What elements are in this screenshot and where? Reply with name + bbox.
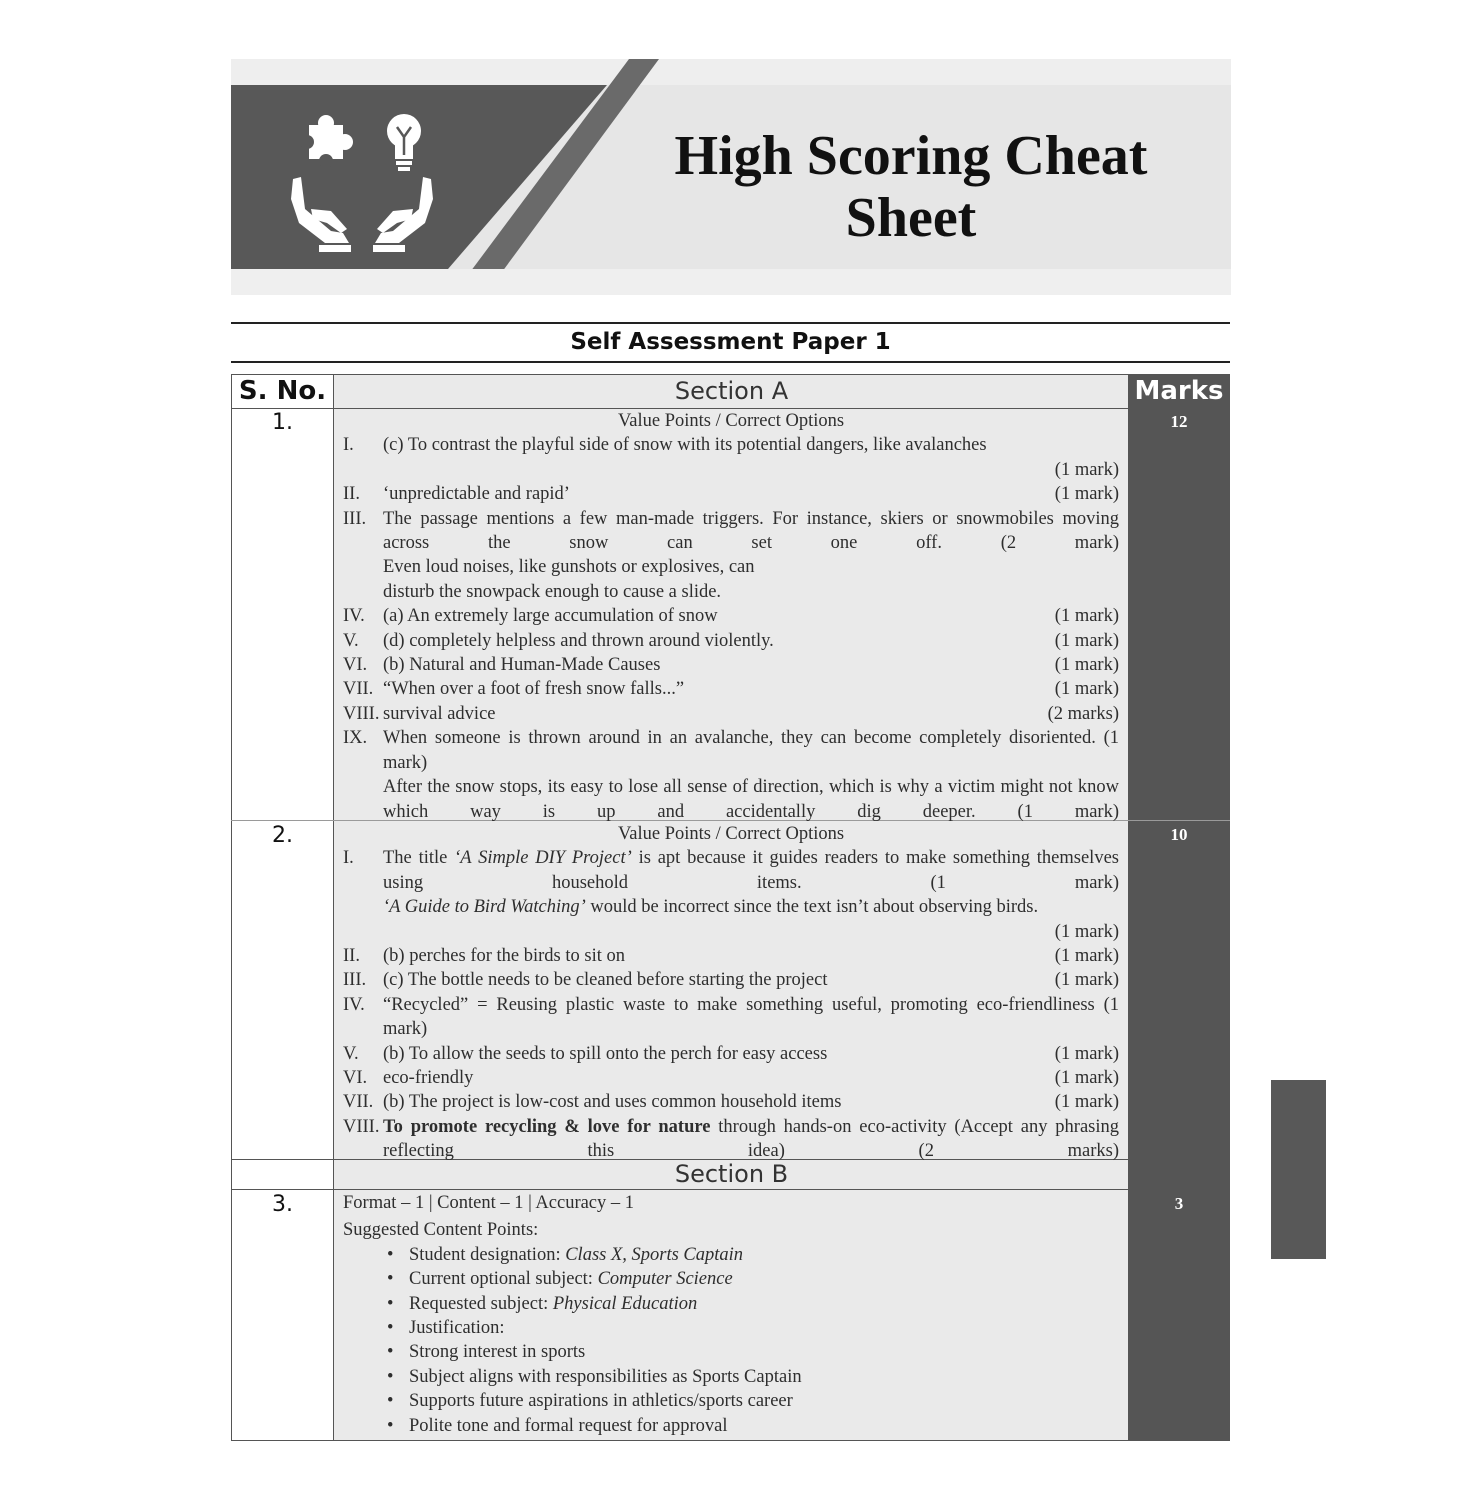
q1-item-8 xyxy=(343,702,1119,726)
q1-item-1 xyxy=(343,433,1119,482)
item-mark: (1 mark) xyxy=(1054,1043,1119,1064)
side-thumb-tab xyxy=(1271,1080,1326,1259)
item-mark: (2 mark) xyxy=(1000,533,1119,554)
q2-item-1 xyxy=(343,846,1119,944)
q2-item-8 xyxy=(343,1115,1119,1164)
q2-answers xyxy=(343,822,1119,1164)
item-text: “Recycled” = Reusing plastic waste to make something useful, promoting eco-friendliness xyxy=(383,994,1095,1015)
item-mark: (1 mark) xyxy=(383,994,1120,1040)
q2-total-marks: 10 xyxy=(1170,825,1188,844)
item-text: (a) An extremely large accumulation of snow xyxy=(383,606,718,627)
q2-item-5 xyxy=(343,1042,1119,1066)
item-mark: (1 mark) xyxy=(1054,970,1119,991)
q2-number: 2. xyxy=(272,823,293,848)
puzzle-piece-icon xyxy=(300,115,353,168)
item-number: VII. xyxy=(343,679,374,700)
item-subtext: Even loud noises, like gunshots or explosives, can xyxy=(383,557,755,578)
header-banner xyxy=(231,59,1231,295)
item-mark: (1 mark) xyxy=(1054,630,1119,651)
item-title: ‘A Guide to Bird Watching’ xyxy=(383,897,586,918)
item-text: ‘unpredictable and rapid’ xyxy=(383,484,570,505)
q3-answers xyxy=(343,1191,1119,1438)
banner-icons xyxy=(231,59,531,295)
item-title: ‘A Simple DIY Project’ xyxy=(454,848,632,869)
header-section-a: Section A xyxy=(674,377,789,405)
item-text: The title xyxy=(383,848,455,869)
list-item: • Supports future aspirations in athletics/sports career xyxy=(383,1389,1119,1413)
item-mark: (1 mark) xyxy=(1054,1092,1119,1113)
list-item: • Student designation: Class X, Sports Captain xyxy=(383,1243,1119,1267)
item-number: II. xyxy=(343,484,360,505)
q1-item-9 xyxy=(343,726,1119,824)
q1-item-4 xyxy=(343,604,1119,628)
q3-number: 3. xyxy=(272,1192,293,1217)
header-sno: S. No. xyxy=(238,376,327,406)
item-text: survival advice xyxy=(383,703,496,724)
q1-item-3 xyxy=(343,507,1119,605)
item-text: eco-friendly xyxy=(383,1068,474,1089)
item-number: VI. xyxy=(343,655,368,676)
q1-item-7 xyxy=(343,677,1119,701)
list-item: • Subject aligns with responsibilities as Sports Captain xyxy=(383,1365,1119,1389)
q1-total-marks: 12 xyxy=(1170,412,1188,431)
q1-item-2 xyxy=(343,482,1119,506)
banner-title xyxy=(611,125,1211,249)
q3-format-line: Format – 1 | Content – 1 | Accuracy – 1 xyxy=(343,1193,635,1213)
item-text: (b) The project is low-cost and uses common household items xyxy=(383,1092,842,1113)
item-text: (b) To allow the seeds to spill onto the perch for easy access xyxy=(383,1043,828,1064)
item-mark: (1 mark) xyxy=(1054,921,1119,942)
item-text: is apt because it guides readers to make something themselves using household items. xyxy=(383,848,1119,893)
item-text: (c) To contrast the playful side of snow with its potential dangers, like avalanches xyxy=(383,435,987,456)
item-number: VIII. xyxy=(343,1116,380,1137)
item-text: through hands-on eco-activity (Accept any phrasing reflecting this idea) xyxy=(383,1116,1120,1162)
q1-answers xyxy=(343,409,1119,824)
item-number: I. xyxy=(343,435,354,456)
item-number: II. xyxy=(343,946,360,967)
list-item: • Polite tone and formal request for approval xyxy=(383,1414,1119,1438)
header-section-b: Section B xyxy=(674,1160,789,1188)
item-text: would be incorrect since the text isn’t about observing birds. xyxy=(585,897,1039,918)
left-hand-icon xyxy=(291,177,351,252)
q3-content-points xyxy=(383,1243,1119,1438)
item-mark: (1 mark) xyxy=(1054,606,1119,627)
sno-column xyxy=(231,374,334,1441)
item-number: IX. xyxy=(343,728,368,749)
section-b-divider-bottom xyxy=(231,1189,1230,1190)
answer-table xyxy=(231,374,1230,1441)
item-number: I. xyxy=(343,848,354,869)
item-key-phrase: To promote recycling & love for nature xyxy=(383,1116,711,1137)
list-item: • Current optional subject: Computer Science xyxy=(383,1267,1119,1291)
q2-item-4 xyxy=(343,993,1119,1042)
item-mark: (1 mark) xyxy=(1017,801,1119,822)
title-rule-top xyxy=(231,322,1230,324)
item-mark: (2 marks) xyxy=(918,1141,1119,1162)
title-rule-bottom xyxy=(231,361,1230,363)
item-text: The passage mentions a few man-made triggers. For instance, skiers or snowmobiles moving across the snow can set one off. xyxy=(383,508,1119,554)
item-mark: (1 mark) xyxy=(1054,484,1119,505)
banner-title-line1: High Scoring Cheat xyxy=(674,125,1148,187)
banner-title-line2: Sheet xyxy=(845,187,977,249)
item-text: (d) completely helpless and thrown around violently. xyxy=(383,630,774,651)
item-text: (b) Natural and Human-Made Causes xyxy=(383,655,661,676)
item-number: VI. xyxy=(343,1068,368,1089)
item-number: VII. xyxy=(343,1092,374,1113)
item-text: (c) The bottle needs to be cleaned before starting the project xyxy=(383,970,828,991)
q2-item-2 xyxy=(343,944,1119,968)
item-mark: (1 mark) xyxy=(930,872,1119,893)
item-text: When someone is thrown around in an avalanche, they can become completely disoriented. xyxy=(383,728,1096,749)
item-mark: (1 mark) xyxy=(383,728,1120,773)
item-text: (b) perches for the birds to sit on xyxy=(383,946,625,967)
item-text: “When over a foot of fresh snow falls...” xyxy=(383,679,685,700)
item-mark: (1 mark) xyxy=(1054,679,1119,700)
q3-suggested-heading: Suggested Content Points: xyxy=(343,1220,539,1241)
paper-title: Self Assessment Paper 1 xyxy=(570,329,891,355)
item-mark: (1 mark) xyxy=(1054,459,1119,480)
q2-item-7 xyxy=(343,1090,1119,1114)
item-number: IV. xyxy=(343,606,365,627)
q2-item-6 xyxy=(343,1066,1119,1090)
q1-heading: Value Points / Correct Options xyxy=(617,411,845,431)
marks-column xyxy=(1128,374,1230,1441)
q2-heading: Value Points / Correct Options xyxy=(617,824,845,844)
list-item: • Strong interest in sports xyxy=(383,1340,1119,1364)
q1-number: 1. xyxy=(272,410,293,435)
item-text: After the snow stops, its easy to lose all sense of direction, which is why a victim might not know which way is up and accidentally dig deeper. xyxy=(383,777,1119,822)
item-mark: (1 mark) xyxy=(1054,1068,1119,1089)
item-number: IV. xyxy=(343,994,365,1015)
list-item: • Justification: xyxy=(383,1316,1119,1340)
header-marks: Marks xyxy=(1134,376,1224,406)
q1-item-6 xyxy=(343,653,1119,677)
item-subtext: disturb the snowpack enough to cause a slide. xyxy=(383,581,722,602)
item-number: III. xyxy=(343,508,367,529)
q1-item-5 xyxy=(343,629,1119,653)
item-number: V. xyxy=(343,630,359,651)
right-hand-icon xyxy=(373,177,433,252)
item-mark: (2 marks) xyxy=(1047,703,1119,724)
light-bulb-icon xyxy=(387,114,421,171)
list-item: • Requested subject: Physical Education xyxy=(383,1292,1119,1316)
q3-total-marks: 3 xyxy=(1174,1194,1184,1213)
item-number: VIII. xyxy=(343,703,380,724)
item-number: V. xyxy=(343,1043,359,1064)
q2-item-3 xyxy=(343,968,1119,992)
item-number: III. xyxy=(343,970,367,991)
item-mark: (1 mark) xyxy=(1054,946,1119,967)
item-mark: (1 mark) xyxy=(1054,655,1119,676)
